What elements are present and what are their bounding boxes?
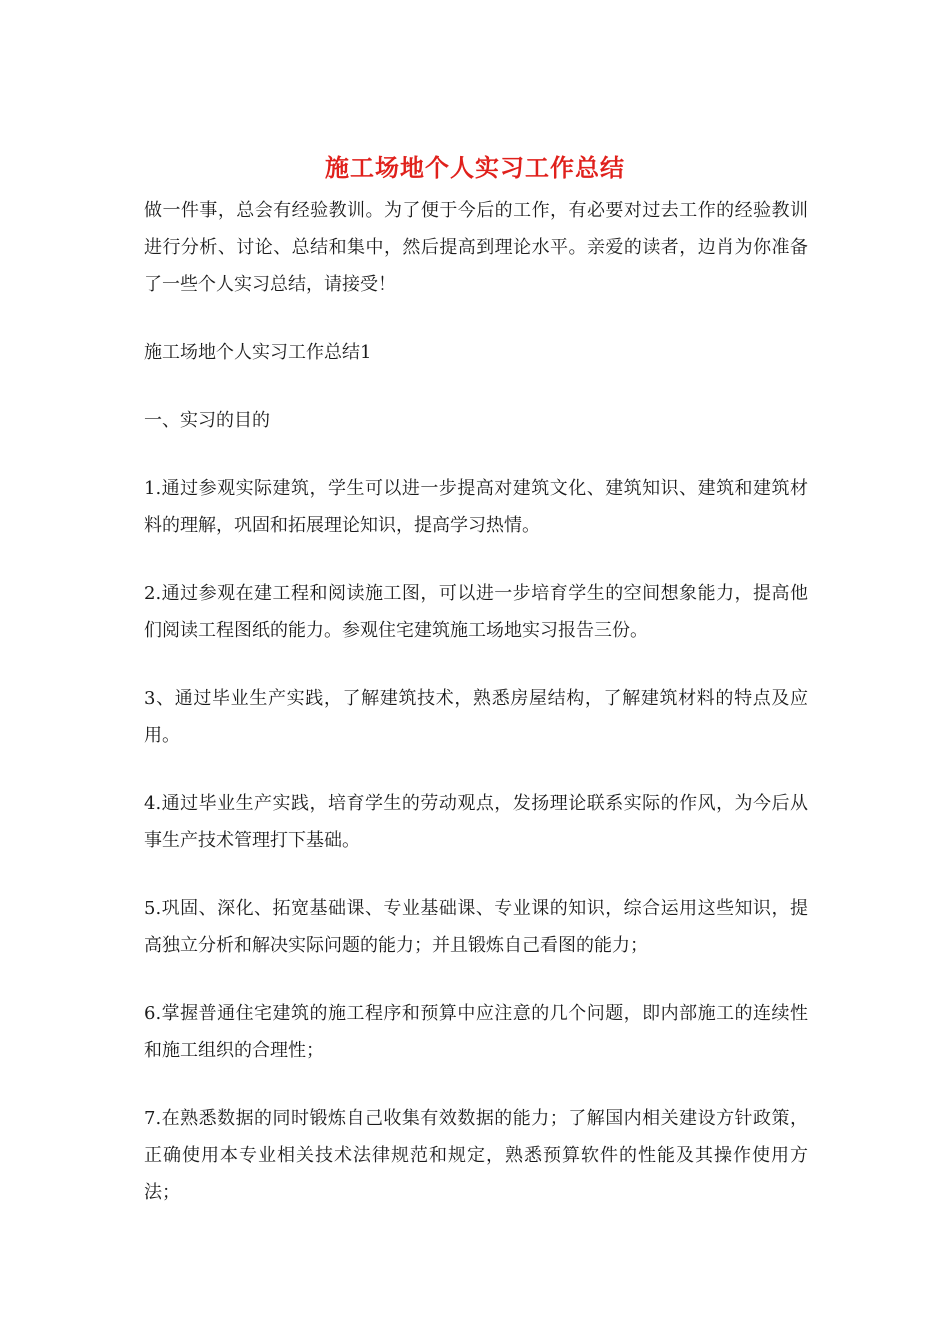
list-item: 7.在熟悉数据的同时锻炼自己收集有效数据的能力；了解国内相关建设方针政策，正确使用本专业相关技术法律规范和规定，熟悉预算软件的性能及其操作使用方法； — [144, 1108, 808, 1203]
list-item: 3、通过毕业生产实践，了解建筑技术，熟悉房屋结构，了解建筑材料的特点及应用。 — [144, 688, 808, 746]
document-body — [144, 192, 808, 1242]
list-item: 1.通过参观实际建筑，学生可以进一步提高对建筑文化、建筑知识、建筑和建筑材料的理解，巩固和拓展理论知识，提高学习热情。 — [144, 478, 808, 536]
list-item: 6.掌握普通住宅建筑的施工程序和预算中应注意的几个问题，即内部施工的连续性和施工组织的合理性； — [144, 1003, 808, 1061]
list-item: 4.通过毕业生产实践，培育学生的劳动观点，发扬理论联系实际的作风，为今后从事生产技术管理打下基础。 — [144, 793, 808, 851]
document-title: 施工场地个人实习工作总结 — [325, 153, 625, 182]
subsection-heading: 一、实习的目的 — [144, 410, 270, 431]
section-heading: 施工场地个人实习工作总结1 — [144, 342, 372, 363]
list-item: 5.巩固、深化、拓宽基础课、专业基础课、专业课的知识，综合运用这些知识，提高独立分析和解决实际问题的能力；并且锻炼自己看图的能力； — [144, 898, 808, 956]
intro-paragraph: 做一件事，总会有经验教训。为了便于今后的工作，有必要对过去工作的经验教训进行分析、讨论、总结和集中，然后提高到理论水平。亲爱的读者，边肖为你准备了一些个人实习总结，请接受！ — [144, 200, 808, 295]
list-item: 2.通过参观在建工程和阅读施工图，可以进一步培育学生的空间想象能力，提高他们阅读工程图纸的能力。参观住宅建筑施工场地实习报告三份。 — [144, 583, 808, 641]
